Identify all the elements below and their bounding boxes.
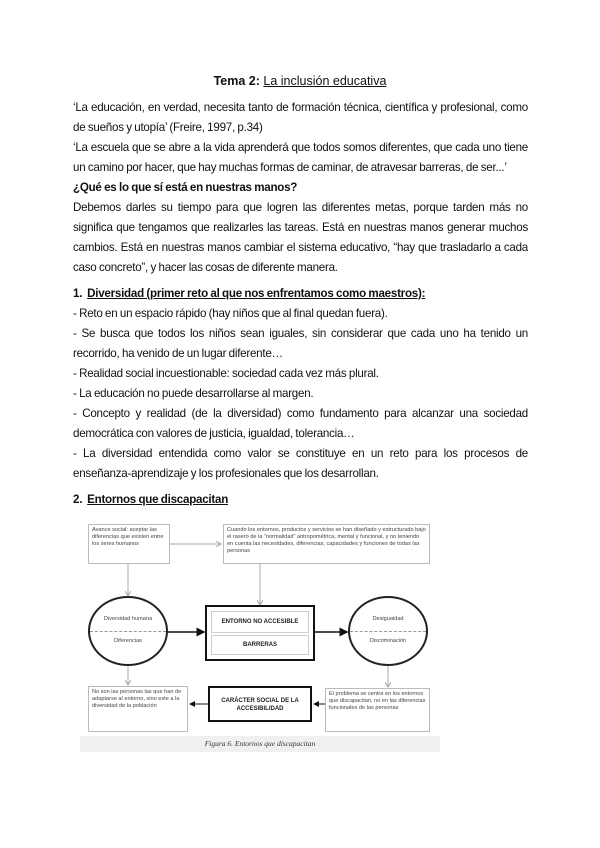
section1-title: Diversidad (primer reto al que nos enfrentamos como maestros): (87, 287, 426, 300)
ellipse-desigualdad (348, 596, 428, 666)
list-item: - La diversidad entendida como valor se constituye en un reto para los procesos de enseñanza-aprendizaje y los profesionales que los desarrollan. (73, 447, 528, 480)
list-item: - Reto en un espacio rápido (hay niños que al final quedan fuera). (73, 307, 388, 320)
barreras-label: BARRERAS (211, 635, 309, 655)
dashed-divider (90, 631, 166, 632)
section-diversidad (73, 284, 528, 484)
title-prefix: Tema 2: (213, 74, 260, 88)
figure-caption: Figura 6. Entornos que discapacitan (204, 739, 316, 748)
box-caracter-social: CARÁCTER SOCIAL DE LA ACCESIBILIDAD (208, 686, 312, 722)
section2-number: 2. (73, 493, 83, 506)
list-item: - Se busca que todos los niños sean iguales, sin considerar que cada uno ha tenido un recorrido, ha venido de un lugar diferente… (73, 327, 528, 360)
box-adaptarse: No son las personas las que han de adaptarse al entorno, sino este a la diversidad de la población (88, 686, 188, 732)
box-entornos-normalidad: Cuando los entornos, productos y servicios se han diseñado y estructurado bajo el rasero de la “normalidad” antropométrica, mental y funcional, y no teniendo en cuenta las necesidades, diferencias, capacidades y funciones de todas las personas (223, 524, 430, 564)
ellipse-diversidad (88, 596, 168, 666)
section2-title: Entornos que discapacitan (87, 493, 229, 506)
box-entorno-no-accesible (205, 605, 315, 661)
ellipse-right-top-label: Desigualdad (372, 616, 404, 622)
ellipse-right-bottom-label: Discriminación (369, 638, 407, 644)
section1-number: 1. (73, 287, 83, 300)
box-problema: El problema se centra en los entornos que discapacitan, no en las diferencias funcionales de las personas (325, 688, 430, 732)
quote-escuela: ‘La escuela que se abre a la vida aprenderá que todos somos diferentes, que cada uno tiene un camino por hacer, que hay muchas formas de caminar, de atravesar barreras, de ser...’ (73, 141, 528, 174)
answer-paragraph: Debemos darles su tiempo para que logren las diferentes metas, porque tarden más no significa que tengamos que realizarles las tareas. Está en nuestras manos generar muchos cambios. Está en nuestras manos cambiar el sistema educativo, “hay que trasladarlo a cada caso concreto”, y hacer las cosas de diferente manera. (73, 201, 528, 274)
entorno-no-accesible-label: ENTORNO NO ACCESIBLE (211, 611, 309, 633)
list-item: - La educación no puede desarrollarse al margen. (73, 387, 314, 400)
list-item: - Realidad social incuestionable: sociedad cada vez más plural. (73, 367, 379, 380)
section-entornos (73, 490, 528, 510)
ellipse-left-top-label: Diversidad humana (103, 616, 153, 622)
page-title (0, 72, 600, 90)
box-avance-social: Avance social: aceptar las diferencias que existen entre los seres humanos (88, 524, 170, 564)
dashed-divider (350, 631, 426, 632)
question-heading: ¿Qué es lo que sí está en nuestras manos? (73, 181, 298, 194)
intro (73, 98, 528, 278)
diagram-figure (80, 516, 440, 752)
section1-heading (73, 284, 528, 304)
ellipse-left-bottom-label: Diferencias (114, 638, 142, 644)
list-item: - Concepto y realidad (de la diversidad) como fundamento para alcanzar una sociedad democrática con valores de justicia, igualdad, tolerancia… (73, 407, 528, 440)
title-text: La inclusión educativa (263, 74, 387, 88)
section2-heading (73, 490, 528, 510)
quote-freire: ‘La educación, en verdad, necesita tanto de formación técnica, científica y profesional, como de sueños y utopía’ (Freire, 1997, p.34) (73, 101, 528, 134)
